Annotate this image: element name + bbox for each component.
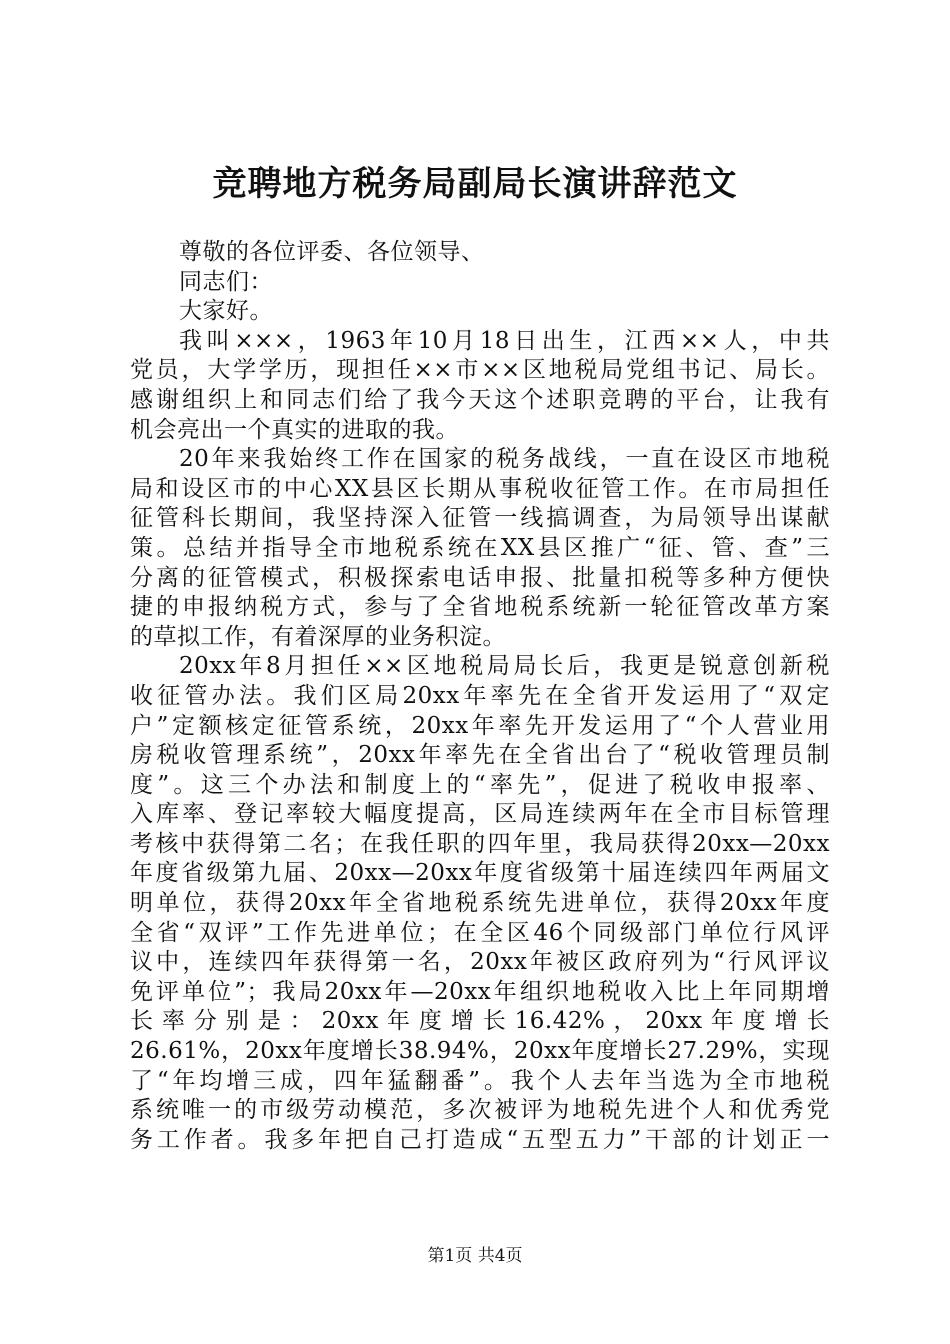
text-line: 征管科长期间，我坚持深入征管一线搞调查，为局领导出谋献 [130, 505, 830, 532]
text-line: 了“年均增三成，四年猛翻番”。我个人去年当选为全市地税 [130, 1067, 830, 1094]
text-line: 感谢组织上和同志们给了我今天这个述职竞聘的平台，让我有 [130, 386, 830, 413]
page-footer: 第1页 共4页 [427, 1246, 523, 1266]
text-line: 党员，大学学历，现担任××市××区地税局党组书记、局长。 [130, 357, 830, 384]
text-line: 长 率 分 别 是 ： 20xx 年 度 增 长 16.42% ， 20xx 年 度 增 长 [130, 1008, 830, 1035]
document-body [130, 238, 830, 1155]
text-line: 务工作者。我多年把自己打造成“五型五力”干部的计划正一 [130, 1126, 830, 1153]
text-line: 免评单位”；我局20xx年—20xx年组织地税收入比上年同期增 [130, 978, 830, 1005]
text-line: 20xx年8月担任××区地税局局长后，我更是锐意创新税 [179, 653, 830, 680]
text-line: 房税收管理系统”，20xx年率先在全省出台了“税收管理员制 [130, 742, 830, 769]
text-line: 的草拟工作，有着深厚的业务积淀。 [130, 623, 506, 650]
text-line: 考核中获得第二名；在我任职的四年里，我局获得20xx—20xx [130, 830, 830, 857]
text-line: 机会亮出一个真实的进取的我。 [130, 416, 459, 443]
text-line: 全省“双评”工作先进单位；在全区46个同级部门单位行风评 [130, 919, 830, 946]
text-line: 20年来我始终工作在国家的税务战线，一直在设区市地税 [179, 446, 830, 473]
text-line: 大家好。 [179, 298, 273, 325]
text-line: 捷的申报纳税方式，参与了全省地税系统新一轮征管改革方案 [130, 594, 830, 621]
document-title: 竞聘地方税务局副局长演讲辞范文 [212, 164, 738, 204]
text-line: 分离的征管模式，积极探索电话申报、批量扣税等多种方便快 [130, 564, 830, 591]
text-line: 户”定额核定征管系统，20xx年率先开发运用了“个人营业用 [130, 712, 830, 739]
text-line: 尊敬的各位评委、各位领导、 [179, 239, 485, 265]
text-line: 策。总结并指导全市地税系统在XX县区推广“征、管、查”三 [130, 534, 830, 561]
text-line: 系统唯一的市级劳动模范，多次被评为地税先进个人和优秀党 [130, 1097, 830, 1124]
text-line: 收征管办法。我们区局20xx年率先在全省开发运用了“双定 [130, 682, 830, 709]
text-line: 度”。这三个办法和制度上的“率先”，促进了税收申报率、 [130, 771, 830, 798]
text-line: 局和设区市的中心XX县区长期从事税收征管工作。在市局担任 [130, 475, 830, 502]
text-line: 明单位，获得20xx年全省地税系统先进单位，获得20xx年度 [130, 890, 830, 917]
text-line: 同志们： [179, 268, 273, 295]
text-line: 入库率、登记率较大幅度提高，区局连续两年在全市目标管理 [130, 801, 830, 828]
text-line: 年度省级第九届、20xx—20xx年度省级第十届连续四年两届文 [130, 860, 830, 887]
text-line: 议中，连续四年获得第一名，20xx年被区政府列为“行风评议 [130, 949, 830, 976]
text-line: 26.61%，20xx年度增长38.94%，20xx年度增长27.29%，实现 [130, 1038, 830, 1065]
text-line: 我叫×××，1963年10月18日出生，江西××人，中共 [179, 327, 830, 354]
